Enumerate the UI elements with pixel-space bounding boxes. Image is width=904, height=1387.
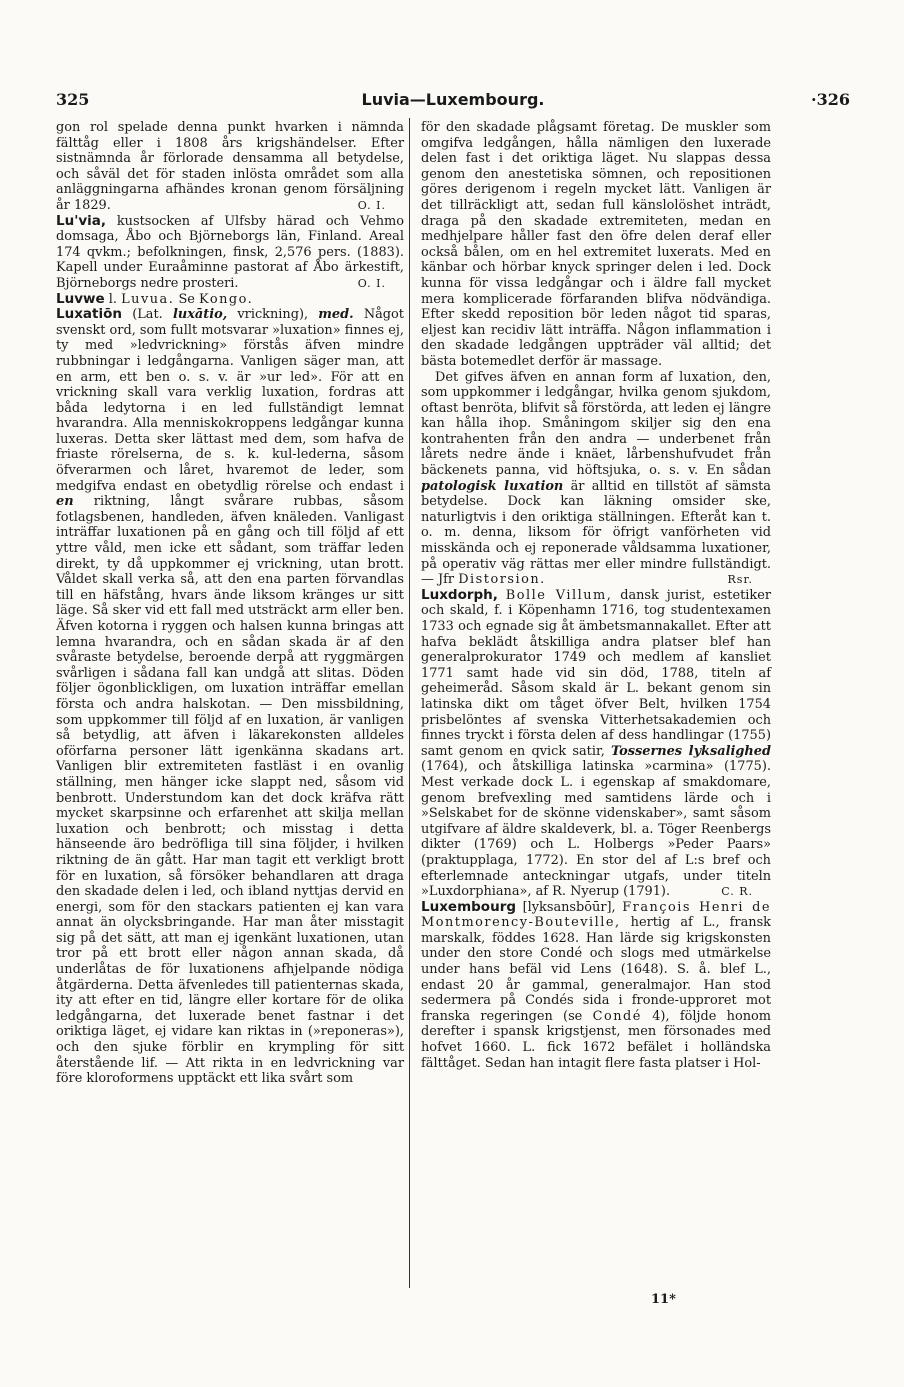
page-header: [56, 90, 850, 114]
entry-luxdorph: Luxdorph, Bolle Villum, dansk jurist, estetiker och skald, f. i Köpenhamn 1716, tog studentexamen 1733 och egnade sig åt ämbetsmannakallet. Efter att hafva beklädt åtskilliga andra platser blef han generalprokurator 1749 och medlem af kansliet 1771 samt hade vid sin död, 1788, titeln af geheimeråd. Såsom skald är L. bekant genom sin latinska dikt om tåget öfver Belt, hvilken 1754 prisbelöntes af svenska Vitterhetsakademien och finnes tryckt i första delen af dess handlingar (1755) samt genom en qvick satir, Tossernes lyksalighed (1764), och åtskilliga latinska »carmina» (1775). Mest verkade dock L. i egenskap af smakdomare, genom brefvexling med samtidens lärde och i »Selskabet for de skönne videnskaber», samt såsom utgifvare af äldre skaldeverk, bl. a. Töger Reenbergs dikter (1769) och L. Holbergs »Peder Paars» (praktupplaga, 1772). En stor del af L:s bref och efterlemnade anteckningar utgafs, under titeln »Luxdorphiana», af R. Nyerup (1791). C. R.: [421, 586, 771, 900]
column-divider: [409, 118, 410, 1288]
author-signature: C. R.: [721, 885, 753, 899]
entry-luxembourg: Luxembourg [lyksansbōūr], François Henri de Montmorency-Bouteville, hertig af L., fransk marskalk, föddes 1628. Han lärde sig krigskonsten under den store Condé och slogs med utmärkelse under hans befäl vid Lens (1648). S. å. blef L., endast 20 år gammal, generalmajor. Han stod sedermera på Condés sida i fronde-upproret mot franska regeringen (se Condé 4), följde honom derefter i spansk krigstjenst, men försonades med hofvet 1660. L. fick 1672 befälet i holländska fälttåget. Sedan han intagit flere fasta platser i Hol-: [421, 898, 771, 1071]
entry-headword: Lu'via,: [56, 212, 107, 229]
cross-reference: Distorsion.: [458, 572, 546, 588]
entry-continuation: gon rol spelade denna punkt hvarken i nämnda fälttåg eller i 1808 års krigshändelser. Efter sistnämnda år förlorade densamma all betydelse, och såväl det för staden inlösta området som alla anläggningarna afhändes kronan genom försäljning år 1829. O. I.: [56, 120, 404, 213]
right-column: [421, 120, 771, 1071]
cross-reference: Condé: [592, 1008, 642, 1024]
entry-headword: Luxembourg: [421, 898, 517, 915]
entry-headword: Luvwe: [56, 290, 105, 307]
cross-reference: Kongo.: [199, 291, 254, 307]
signature-mark: 11*: [651, 1292, 676, 1307]
author-signature: O. I.: [357, 276, 386, 290]
page-number-right: ·326: [811, 90, 850, 109]
entry-luvwe: Luvwe l. Luvua. Se Kongo.: [56, 290, 254, 307]
entry-headword: Luxatiōn: [56, 306, 122, 323]
left-column: [56, 120, 404, 1087]
page-number-left: 325: [56, 90, 90, 109]
entry-luvia: Lu'via, kustsocken af Ulfsby härad och Vehmo domsaga, Åbo och Björneborgs län, Finland. Areal 174 qvkm.; befolkningen, finsk, 2,576 pers. (1883). Kapell under Euraåminne pastorat af Åbo ärkestift, Björneborgs nedre prosteri. O. I.: [56, 212, 404, 291]
entry-luxation: Luxatiōn (Lat. luxātio, vrickning), med. Något svenskt ord, som fullt motsvarar »luxation» finnes ej, ty med »ledvrickning» förstås äfven mindre rubbningar i ledgångarna. Vanligen säger man, att en arm, ett ben o. s. v. är »ur led». För att en vrickning skall vara verklig luxation, fordras att båda ledytorna i en led fullständigt lemnat hvarandra. Alla menniskokroppens ledgångar kunna luxeras. Detta sker lättast med dem, som hafva de friaste rörelserna, de s. k. kul-lederna, såsom öfverarmen och låret, hvaremot de leder, som medgifva endast en obetydlig rörelse och endast i en riktning, långt svårare rubbas, såsom fotlagsbenen, handleden, äfven knäleden. Vanligast inträffar luxationen på en gång och till följd af ett yttre våld, men icke ett sådant, som träffar leden direkt, ty då uppkommer ej vrickning, utan brott. Våldet skall verka så, att den ena parten förvandlas till en häfstång, hvars ände liksom kränges ur sitt läge. Så sker vid ett fall med utsträckt arm eller ben. Äfven kotorna i ryggen och halsen kunna bringas att lemna hvarandra, och en sådan skada är af den svåraste betydelse, beroende derpå att ryggmärgen svårligen i sådana fall kan undgå att slitas. Döden följer ögonblickligen, om luxation inträffar emellan första och andra halskotan. — Den missbildning, som uppkommer till följd af en luxation, är vanligen så betydlig, att äfven i läkarekonsten alldeles oförfarna personer lätt igenkänna skadans art. Vanligen blir extremiteten fastläst i en ovanlig ställning, men hänger icke slappt ned, såsom vid benbrott. Understundom kan det dock kräfva rätt mycket skarpsinne och erfarenhet att skilja mellan luxation och benbrott; och misstag i detta hänseende äro bedröfliga till sina följder, i hvilken riktning de än gått. Har man tagit ett verkligt brott för en luxation, så försöker behandlaren att draga den skadade delen i led, och ibland nyttjas dervid en energi, som för den stackars patienten ej kan vara annat än olycksbringande. Har man åter misstagit sig på det sätt, att man ej igenkänt luxationen, utan tror på ett brott eller någon annan skada, då underlåtas de för luxationens afhjelpande nödiga åtgärderna. Detta äfvenledes till patienternas skada, ity att efter en tid, längre eller kortare för de olika ledgångarna, det luxerade benet fastnar i det oriktiga läget, ej vidare kan riktas in (»reponeras»), och den sjuke förblir en krympling för sitt återstående lif. — Att rikta in en ledvrickning var före kloroformens upptäckt ett lika svårt som: [56, 306, 404, 1087]
running-title: Luvia—Luxembourg.: [361, 90, 545, 109]
entry-luxation-continued: för den skadade plågsamt företag. De muskler som omgifva ledgången, hålla nämligen den luxerade delen fast i det oriktiga läget. Nu slappas dessa genom den anestetiska sömnen, och repositionen göres derigenom i regeln mycket lätt. Vanligen är det tillräckligt att, sedan full känslolöshet inträdt, draga på den skadade extremiteten, medan en medhjelpare håller fast den öfre delen deraf eller också bålen, om en hel extremitet luxerats. Med en känbar och hörbar knyck springer delen i led. Dock kunna för vissa ledgångar och i äldre fall mycket mera komplicerade förfaranden blifva nödvändiga. Efter skedd reposition bör leden något tid sparas, eljest kan recidiv lätt inträffa. Någon inflammation i den skadade ledgången uppträder väl alltid; det bästa botemedlet derför är massage.: [421, 120, 771, 369]
author-signature: O. I.: [357, 198, 386, 212]
entry-headword: Luxdorph,: [421, 586, 498, 603]
author-signature: Rsr.: [727, 573, 753, 587]
entry-luxation-pathological: Det gifves äfven en annan form af luxation, den, som uppkommer i ledgångar, hvilka genom sjukdom, oftast benröta, blifvit så förstörda, att leden ej längre kan hålla ihop. Småningom skiljer sig den ena kontrahenten från den andra — underbenet från lårets nedre ände i knäet, lårbenshufvudet från bäckenets panna, vid höftsjuka, o. s. v. En sådan patologisk luxation är alltid en tillstöt af sämsta betydelse. Dock kan läkning omsider ske, naturligtvis i den oriktiga ställningen. Efteråt kan t. o. m. denna, liksom för öfrigt vanförheten vid misskända och ej reponerade våldsamma luxationer, på operativ väg rättas mer eller mindre fullständigt. — Jfr Distorsion. Rsr.: [421, 369, 771, 588]
